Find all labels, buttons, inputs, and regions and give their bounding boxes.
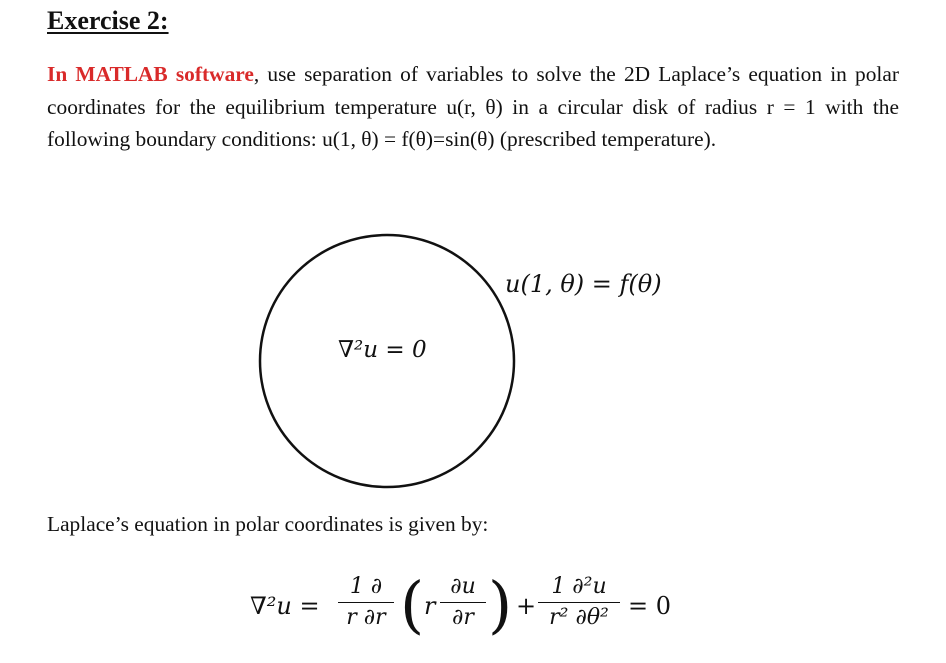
laplace-interior-label: ∇²u = 0 xyxy=(338,337,427,363)
left-paren: ( xyxy=(400,568,425,641)
fraction-denominator: ∂r xyxy=(452,605,474,630)
right-paren: ) xyxy=(488,568,513,641)
fraction-one-over-r-d-dr xyxy=(338,574,394,631)
fraction-denominator: r² ∂θ² xyxy=(549,605,609,630)
fraction-bar xyxy=(338,602,394,603)
equation-r-factor: r xyxy=(424,592,436,620)
equation-plus: + xyxy=(516,592,537,620)
fraction-one-over-r2-d2u-dtheta2 xyxy=(538,574,620,631)
fraction-numerator: 1 ∂²u xyxy=(551,574,607,599)
problem-text: , use separation of variables to solve the 2D Laplace’s equation in polar coordinates for the equilibrium temperature u(r, θ) in a circular disk of radius r = 1 with the following boundary conditions: u(1, θ) = f(θ)=sin(θ) (prescribed temperature). xyxy=(47,62,899,151)
equation-lhs: ∇²u = xyxy=(250,592,320,620)
exercise-title: Exercise 2: xyxy=(47,6,169,35)
fraction-numerator: ∂u xyxy=(450,574,476,599)
equation-intro-text: Laplace’s equation in polar coordinates is given by: xyxy=(47,512,489,536)
laplace-polar-equation xyxy=(250,570,850,650)
fraction-denominator: r ∂r xyxy=(346,605,386,630)
fraction-bar xyxy=(440,602,486,603)
matlab-highlight: In MATLAB software xyxy=(47,62,254,86)
fraction-bar xyxy=(538,602,620,603)
boundary-condition-label: u(1, θ) = f(θ) xyxy=(505,270,662,298)
fraction-numerator: 1 ∂ xyxy=(349,574,383,599)
equation-rhs: = 0 xyxy=(628,592,672,620)
fraction-du-dr xyxy=(440,574,486,631)
